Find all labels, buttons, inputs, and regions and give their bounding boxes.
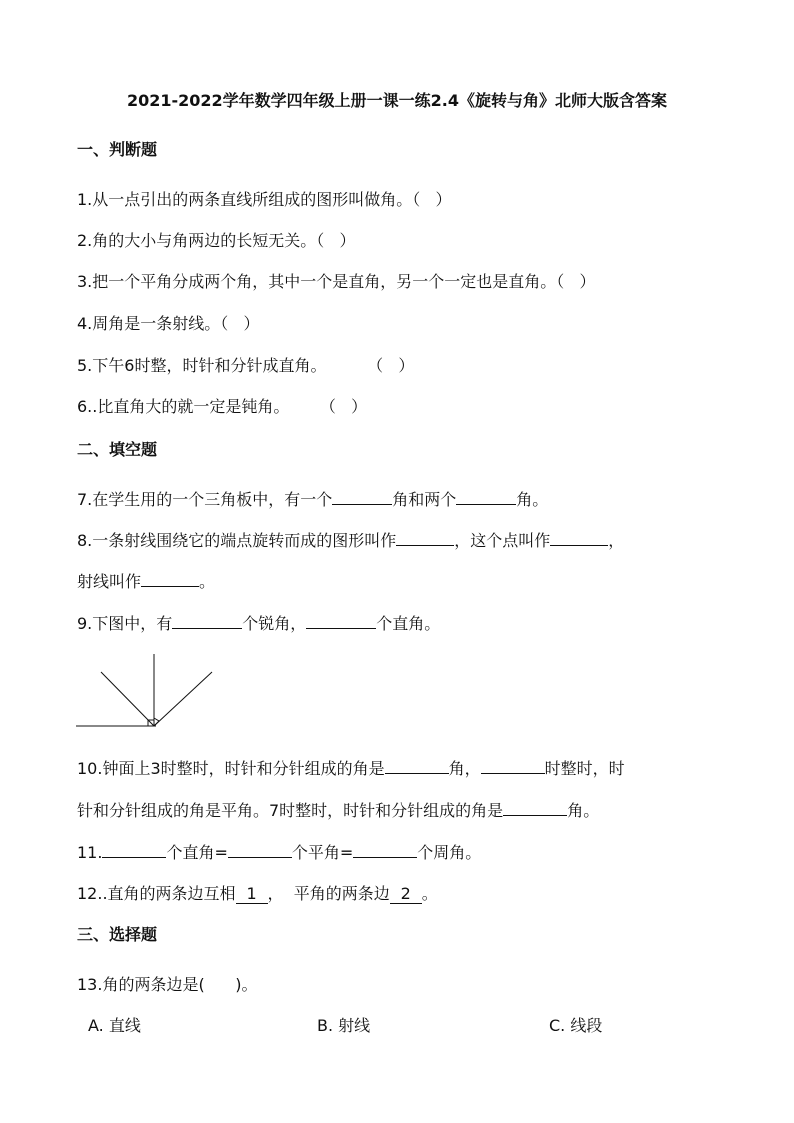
- question-10-line-2: [77, 798, 599, 821]
- question-12: [77, 881, 438, 904]
- q10-text-c: 时整时，时: [544, 759, 625, 778]
- q10-blank-3: [503, 815, 567, 816]
- section-heading-judgment: 一、判断题: [77, 140, 158, 159]
- q7-text-b: 角和两个: [392, 490, 457, 509]
- question-8-line-2: [77, 569, 215, 592]
- page-title: 2021-2022学年数学四年级上册一课一练2.4《旋转与角》北师大版含答案: [126, 91, 668, 110]
- question-3: 3.把一个平角分成两个角，其中一个是直角，另一个一定也是直角。（ ）: [77, 272, 596, 291]
- q8-text-d: 射线叫作: [77, 572, 142, 591]
- q8-text-b: ，这个点叫作: [454, 531, 551, 550]
- q11-text-c: 个平角=: [291, 843, 354, 862]
- q12-blank-1: 1: [236, 885, 268, 904]
- q8-blank-3: [141, 586, 199, 587]
- question-7: [77, 487, 548, 510]
- q8-text-c: ，: [608, 531, 625, 550]
- q10-text-b: 角，: [448, 759, 481, 778]
- q10-text-a: 10.钟面上3时整时，时针和分针组成的角是: [77, 759, 385, 778]
- q12-text-c: 。: [421, 884, 438, 903]
- q8-text-e: 。: [199, 572, 216, 591]
- question-10-line-1: [77, 756, 625, 779]
- q12-text-b: ， 平角的两条边: [267, 884, 390, 903]
- q7-text-a: 7.在学生用的一个三角板中，有一个: [77, 490, 333, 509]
- question-5: 5.下午6时整，时针和分针成直角。 （ ）: [77, 356, 415, 375]
- q10-blank-1: [385, 773, 449, 774]
- q8-blank-2: [550, 545, 608, 546]
- option-c: C. 线段: [549, 1016, 603, 1035]
- q7-blank-1: [332, 504, 392, 505]
- option-a: A. 直线: [88, 1016, 141, 1035]
- q8-text-a: 8.一条射线围绕它的端点旋转而成的图形叫作: [77, 531, 397, 550]
- q8-blank-1: [396, 545, 454, 546]
- question-11: [77, 840, 481, 863]
- q9-text-a: 9.下图中，有: [77, 614, 173, 633]
- question-13: 13.角的两条边是( )。: [77, 975, 258, 994]
- q11-blank-3: [353, 857, 417, 858]
- q12-blank-2: 2: [390, 885, 422, 904]
- angle-figure: [76, 650, 216, 732]
- question-4: 4.周角是一条射线。（ ）: [77, 314, 260, 333]
- q11-text-b: 个直角=: [166, 843, 228, 862]
- q9-text-b: 个锐角，: [242, 614, 307, 633]
- figure-right-diagonal-ray: [154, 672, 212, 726]
- q10-text-d: 针和分针组成的角是平角。7时整时，时针和分针组成的角是: [77, 801, 504, 820]
- q7-blank-2: [456, 504, 516, 505]
- question-9: [77, 611, 440, 634]
- q11-text-a: 11.: [77, 843, 103, 862]
- q11-blank-1: [102, 857, 166, 858]
- q9-blank-1: [172, 628, 242, 629]
- q9-text-c: 个直角。: [376, 614, 441, 633]
- figure-left-diagonal-ray: [101, 672, 154, 726]
- section-heading-choice: 三、选择题: [77, 925, 158, 944]
- q9-blank-2: [306, 628, 376, 629]
- q11-blank-2: [228, 857, 292, 858]
- q11-text-d: 个周角。: [417, 843, 482, 862]
- option-b: B. 射线: [317, 1016, 371, 1035]
- right-angle-mark-right: [154, 718, 159, 726]
- q10-text-e: 角。: [567, 801, 600, 820]
- section-heading-fill-blank: 二、填空题: [77, 440, 158, 459]
- question-2: 2.角的大小与角两边的长短无关。（ ）: [77, 231, 356, 250]
- q12-text-a: 12..直角的两条边互相: [77, 884, 236, 903]
- q7-text-c: 角。: [516, 490, 549, 509]
- question-8-line-1: [77, 528, 624, 551]
- question-6: 6..比直角大的就一定是钝角。 （ ）: [77, 397, 368, 416]
- question-1: 1.从一点引出的两条直线所组成的图形叫做角。（ ）: [77, 190, 452, 209]
- q10-blank-2: [481, 773, 545, 774]
